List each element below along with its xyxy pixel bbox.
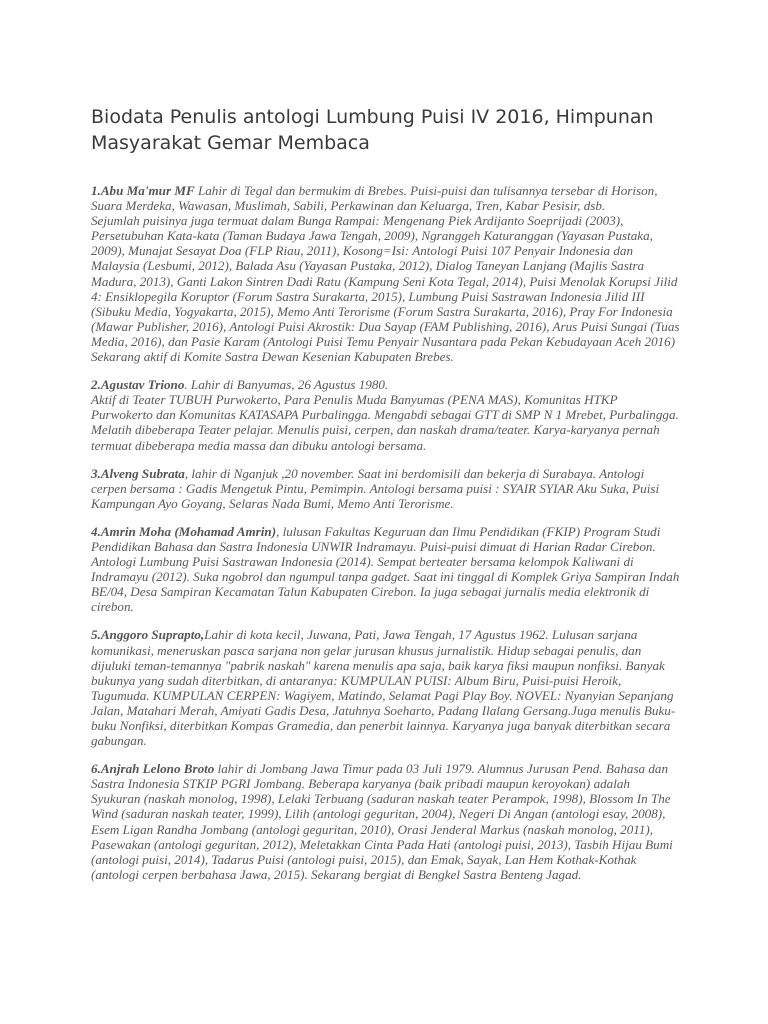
- entry-text: . Lahir di Banyumas, 26 Agustus 1980.: [184, 377, 389, 393]
- entry-paragraph: [91, 183, 681, 213]
- biodata-entry: [91, 524, 681, 615]
- author-name: 1.Abu Ma'mur MF: [91, 183, 195, 198]
- entry-paragraph: [91, 377, 681, 392]
- biodata-entry: [91, 466, 681, 511]
- entry-paragraph-continued: Sejumlah puisinya juga termuat dalam Bunga Rampai: Mengenang Piek Ardijanto Soeprijadi (2003), Persetubuhan Kata-kata (Taman Budaya Jawa Tengah, 2009), Ngranggeh Katuranggan (Yayasan Pustaka, 2009), Munajat Sesayat Doa (FLP Riau, 2011), Kosong=Isi: Antologi Puisi 107 Penyair Indonesia dan Malaysia (Lesbumi, 2012), Balada Asu (Yayasan Pustaka, 2012), Dialog Taneyan Lanjang (Majlis Sastra Madura, 2013), Ganti Lakon Sintren Dadi Ratu (Kampung Seni Kota Tegal, 2014), Puisi Menolak Korupsi Jilid 4: Ensiklopegila Koruptor (Forum Sastra Surakarta, 2015), Lumbung Puisi Sastrawan Indonesia Jilid III (Sibuku Media, Yogyakarta, 2015), Memo Anti Terorisme (Forum Sastra Surakarta, 2016), Pray For Indonesia (Mawar Publisher, 2016), Antologi Puisi Akrostik: Dua Sayap (FAM Publishing, 2016), Arus Puisi Sungai (Tuas Media, 2016), dan Pasie Karam (Antologi Puisi Temu Penyair Nusantara pada Pekan Kebudayaan Aceh 2016) Sekarang aktif di Komite Sastra Dewan Kesenian Kabupaten Brebes.: [91, 213, 680, 365]
- biodata-entry: [91, 627, 681, 748]
- entry-text: , lulusan Fakultas Keguruan dan Ilmu Pendidikan (FKIP) Program Studi Pendidikan Bahasa dan Sastra Indonesia UNWIR Indramayu. Puisi-puisi dimuat di Harian Radar Cirebon. Antologi Lumbung Puisi Sastrawan Indonesia (2014). Sempat berteater bersama kelompok Kaliwani di Indramayu (2012). Suka ngobrol dan ngumpul tanpa gadget. Saat ini tinggal di Komplek Griya Sampiran Indah BE/04, Desa Sampiran Kecamatan Talun Kabupaten Cirebon. Ia juga sebagai jurnalis media elektronik di cirebon.: [91, 523, 680, 615]
- entry-paragraph-continued: Aktif di Teater TUBUH Purwokerto, Para Penulis Muda Banyumas (PENA MAS), Komunitas HTKP Purwokerto dan Komunitas KATASAPA Purbalingga. Mengabdi sebagai GTT di SMP N 1 Mrebet, Purbalingga. Melatih dibeberapa Teater pelajar. Menulis puisi, cerpen, dan naskah drama/teater. Karya-karyanya pernah termuat dibeberapa media massa dan dibuku antologi bersama.: [91, 392, 679, 453]
- entry-text: lahir di Jombang Jawa Timur pada 03 Juli 1979. Alumnus Jurusan Pend. Bahasa dan Sastra Indonesia STKIP PGRI Jombang. Beberapa karyanya (baik pribadi maupun keroyokan) adalah Syukuran (naskah monolog, 1998), Lelaki Terbuang (saduran naskah teater Perampok, 1998), Blossom In The Wind (saduran naskah teater, 1999), Lilih (antologi geguritan, 2004), Negeri Di Angan (antologi esay, 2008), Esem Ligan Randha Jombang (antologi geguritan, 2010), Orasi Jenderal Markus (naskah monolog, 2011), Pasewakan (antologi geguritan, 2012), Meletakkan Cinta Pada Hati (antologi puisi, 2013), Tasbih Hijau Bumi (antologi puisi, 2014), Tadarus Puisi (antologi puisi, 2015), dan Emak, Sayak, Lan Hem Kothak-Kothak (antologi cerpen berbahasa Jawa, 2015). Sekarang bergiat di Bengkel Sastra Benteng Jagad.: [91, 761, 673, 882]
- entry-paragraph: [91, 761, 681, 882]
- document-title: Biodata Penulis antologi Lumbung Puisi IV 2016, Himpunan Masyarakat Gemar Membaca: [91, 106, 654, 154]
- entries-list: [91, 183, 681, 895]
- entry-paragraph: [91, 627, 681, 748]
- entry-text: Lahir di Tegal dan bermukim di Brebes. Puisi-puisi dan tulisannya tersebar di Horison, Suara Merdeka, Wawasan, Muslimah, Sabili, Perkawinan dan Keluarga, Tren, Kabar Pesisir, dsb.: [91, 183, 658, 214]
- author-name: 2.Agustav Triono: [91, 377, 185, 393]
- biodata-entry: [91, 183, 681, 364]
- biodata-entry: [91, 377, 681, 452]
- author-name: 4.Amrin Moha (Mohamad Amrin): [91, 523, 277, 539]
- biodata-entry: [91, 761, 681, 882]
- entry-paragraph: [91, 466, 681, 511]
- author-name: 6.Anjrah Lelono Broto: [91, 761, 215, 777]
- author-name: 5.Anggoro Suprapto,: [91, 627, 205, 643]
- entry-paragraph: [91, 524, 681, 615]
- author-name: 3.Alveng Subrata: [91, 465, 185, 481]
- entry-text: Lahir di kota kecil, Juwana, Pati, Jawa Tengah, 17 Agustus 1962. Lulusan sarjana komunikasi, meneruskan pasca sarjana non gelar jurusan khusus jurnalistik. Hidup sebagai penulis, dan dijuluki teman-temannya "pabrik naskah" karena menulis apa saja, baik karya fiksi maupun nonfiksi. Banyak bukunya yang sudah diterbitkan, di antaranya: KUMPULAN PUISI: Album Biru, Puisi-puisi Heroik, Tugumuda. KUMPULAN CERPEN: Wagiyem, Matindo, Selamat Pagi Play Boy. NOVEL: Nyanyian Sepanjang Jalan, Matahari Merah, Amiyati Gadis Desa, Jatuhnya Soeharto, Padang Ilalang Gersang.Juga menulis Buku-buku Nonfiksi, diterbitkan Kompas Gramedia, dan penerbit lainnya. Karyanya juga banyak diterbitkan secara gabungan.: [91, 627, 676, 749]
- entry-text: , lahir di Nganjuk ,20 november. Saat ini berdomisili dan bekerja di Surabaya. Antologi cerpen bersama : Gadis Mengetuk Pintu, Pemimpin. Antologi bersama puisi : SYAIR SYIAR Aku Suka, Puisi Kampungan Ayo Goyang, Selaras Nada Bumi, Memo Anti Terorisme.: [91, 465, 660, 511]
